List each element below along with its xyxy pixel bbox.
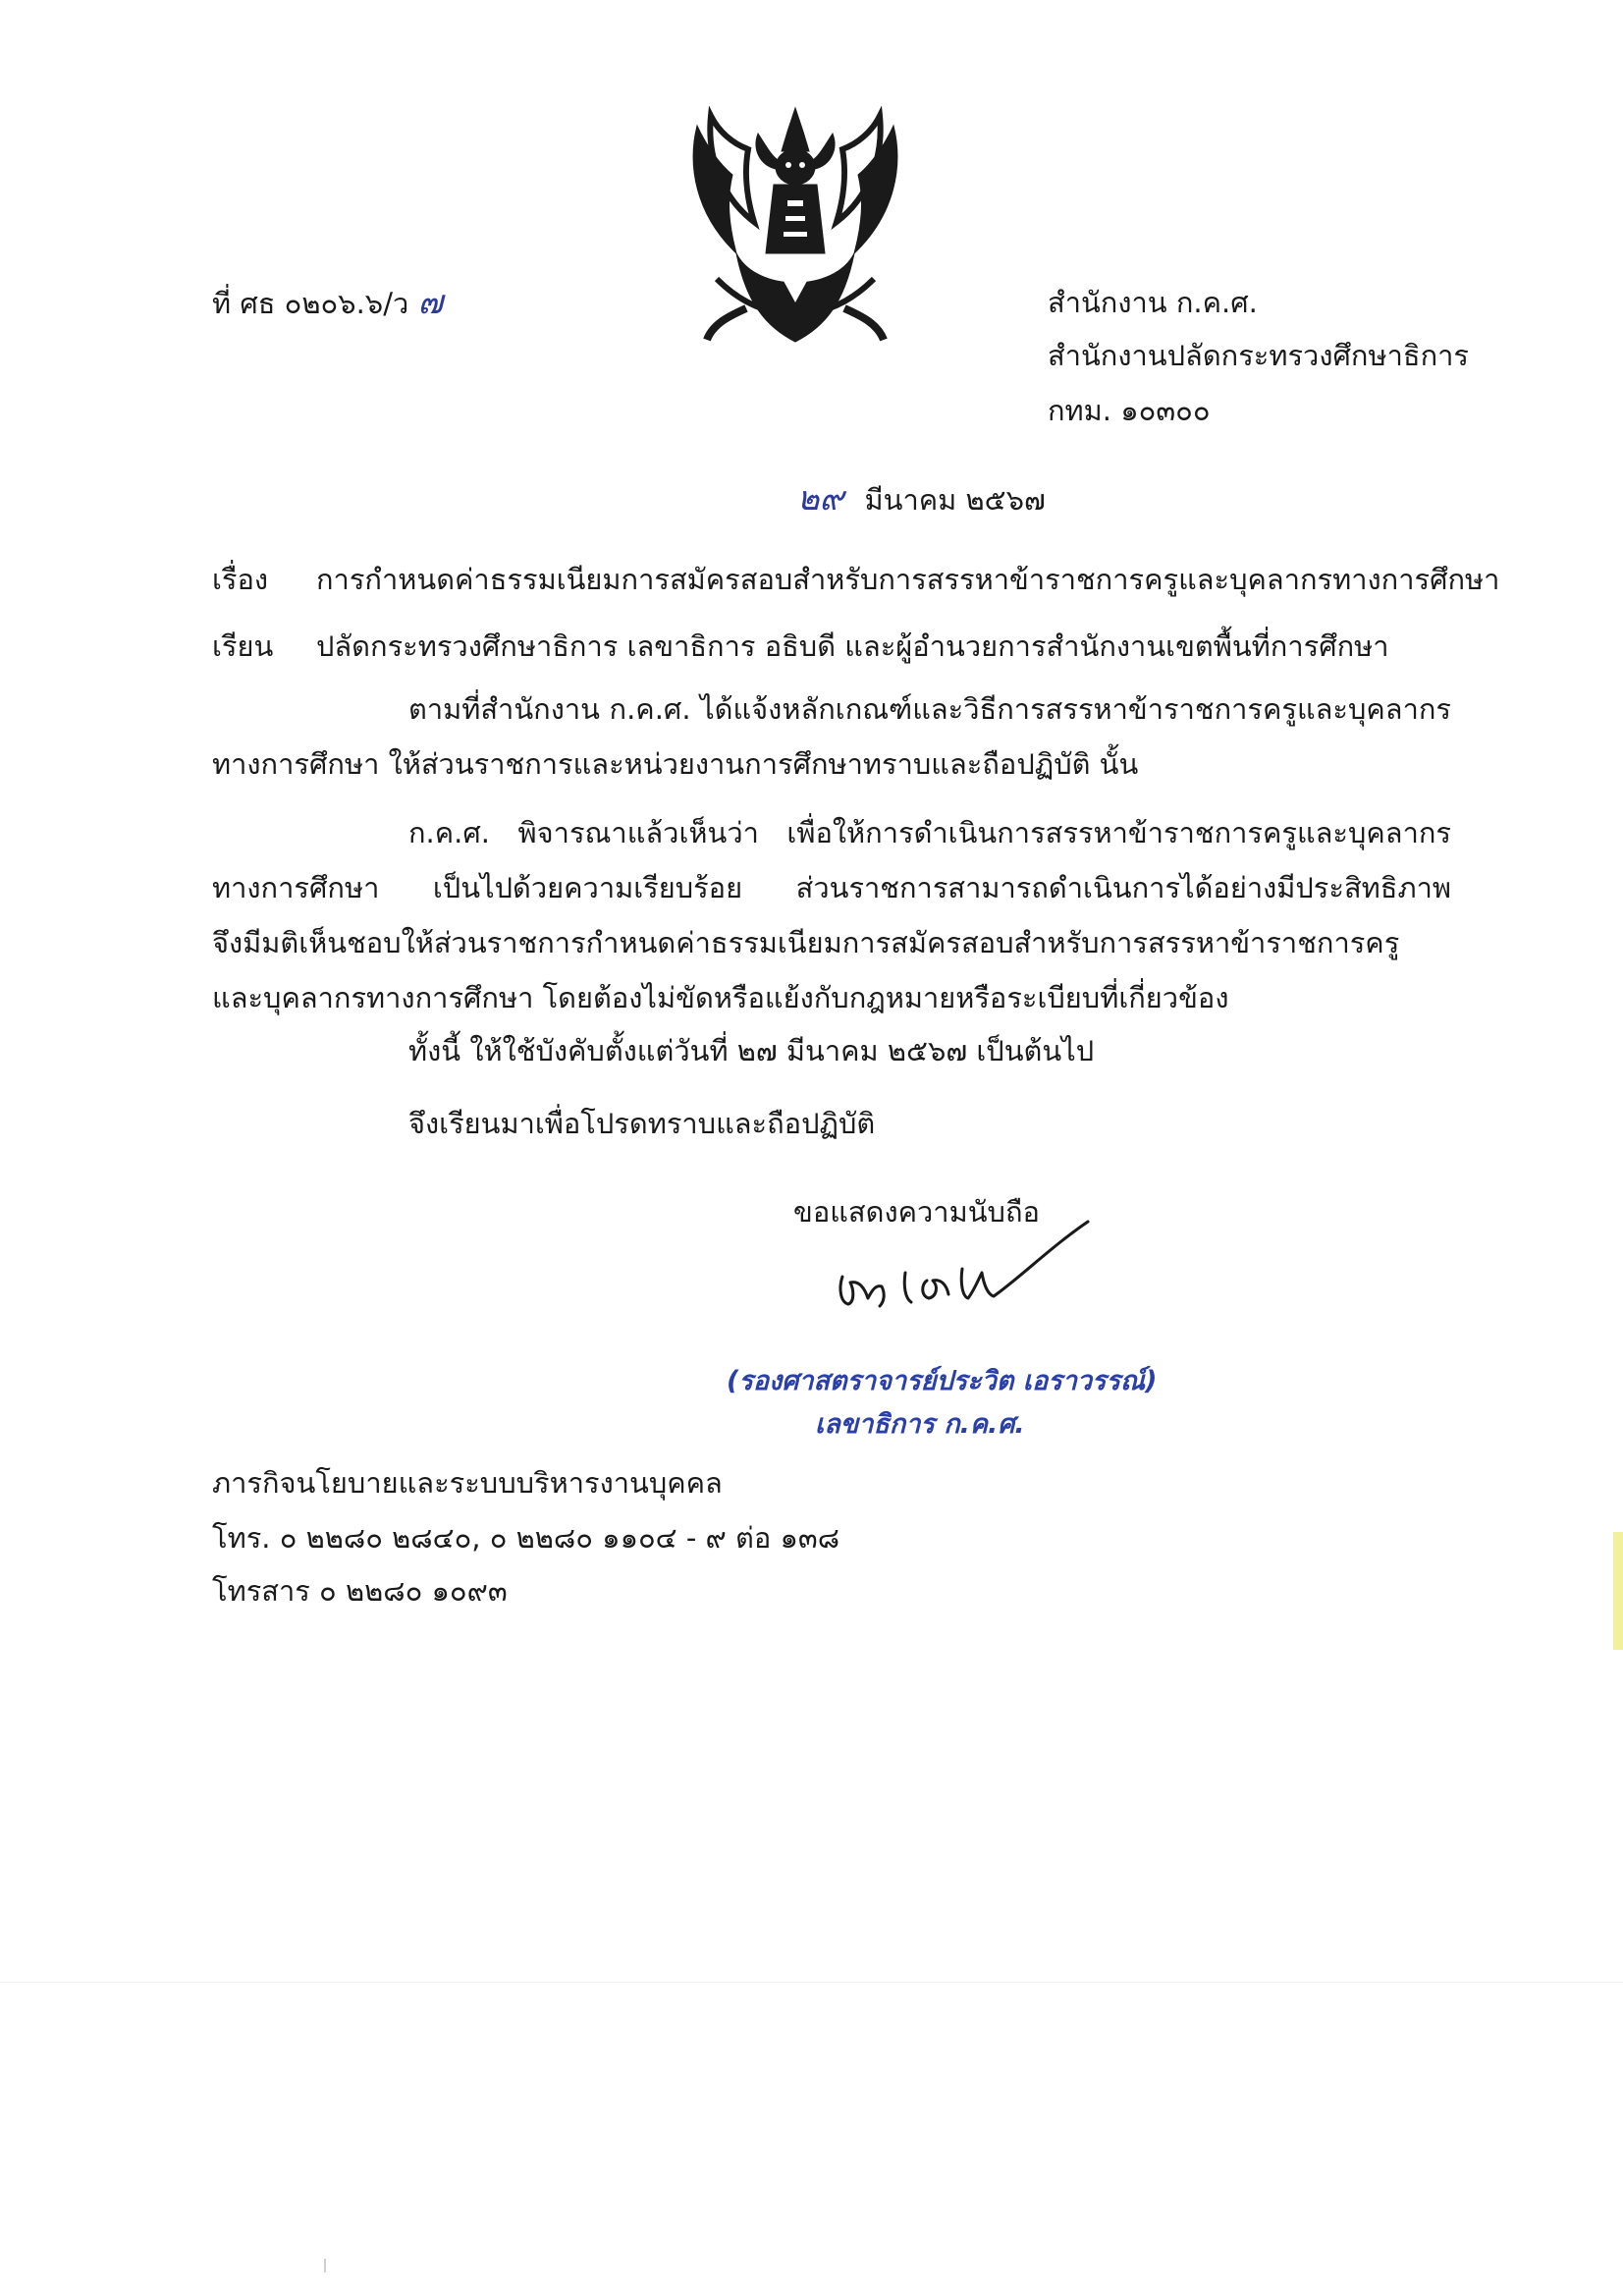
signer-name: (รองศาสตราจารย์ประวิต เอราวรรณ์) — [727, 1366, 1158, 1396]
closing-salutation: ขอแสดงความนับถือ — [793, 1195, 1040, 1229]
sender-line-2: สำนักงานปลัดกระทรวงศึกษาธิการ — [1048, 339, 1469, 372]
scan-edge-mark — [1613, 1532, 1623, 1650]
garuda-emblem-icon — [677, 106, 913, 347]
document-date — [797, 479, 1046, 519]
subject-label: เรื่อง — [212, 563, 269, 596]
sender-line-3: กทม. ๑๐๓๐๐ — [1048, 394, 1211, 427]
body-paragraph-2-line-2: ทางการศึกษา เป็นไปด้วยความเรียบร้อย ส่วนราชการสามารถดำเนินการได้อย่างมีประสิทธิภาพ — [212, 871, 1451, 904]
date-month-year: มีนาคม ๒๕๖๗ — [864, 483, 1046, 517]
body-paragraph-1-line-1: ตามที่สำนักงาน ก.ค.ศ. ได้แจ้งหลักเกณฑ์และวิธีการสรรหาข้าราชการครูและบุคลากร — [408, 692, 1451, 726]
document-number-handwritten: ๗ — [417, 283, 444, 322]
signature-icon — [825, 1208, 1100, 1316]
scan-line — [0, 1982, 1623, 1983]
body-paragraph-1-line-2: ทางการศึกษา ให้ส่วนราชการและหน่วยงานการศึกษาทราบและถือปฏิบัติ นั้น — [212, 747, 1139, 781]
sender-line-1: สำนักงาน ก.ค.ศ. — [1048, 286, 1258, 319]
footer-fax: โทรสาร ๐ ๒๒๘๐ ๑๐๙๓ — [212, 1574, 508, 1608]
recipient-text: ปลัดกระทรวงศึกษาธิการ เลขาธิการ อธิบดี และผู้อำนวยการสำนักงานเขตพื้นที่การศึกษา — [316, 629, 1389, 663]
subject-text: การกำหนดค่าธรรมเนียมการสมัครสอบสำหรับการสรรหาข้าราชการครูและบุคลากรทางการศึกษา — [316, 563, 1500, 596]
body-paragraph-2-line-3: จึงมีมติเห็นชอบให้ส่วนราชการกำหนดค่าธรรมเนียมการสมัครสอบสำหรับการสรรหาข้าราชการครู — [212, 926, 1400, 959]
scan-speck — [324, 2259, 326, 2272]
body-paragraph-2-line-1: ก.ค.ศ. พิจารณาแล้วเห็นว่า เพื่อให้การดำเนินการสรรหาข้าราชการครูและบุคลากร — [408, 816, 1451, 849]
body-paragraph-2-line-4: และบุคลากรทางการศึกษา โดยต้องไม่ขัดหรือแย้งกับกฎหมายหรือระเบียบที่เกี่ยวข้อง — [212, 981, 1229, 1014]
body-paragraph-4: จึงเรียนมาเพื่อโปรดทราบและถือปฏิบัติ — [408, 1107, 876, 1140]
document-number — [212, 283, 443, 323]
footer-phone: โทร. ๐ ๒๒๘๐ ๒๘๔๐, ๐ ๒๒๘๐ ๑๑๐๔ - ๙ ต่อ ๑๓๘ — [212, 1521, 840, 1555]
footer-unit: ภารกิจนโยบายและระบบบริหารงานบุคคล — [212, 1466, 723, 1500]
signer-title: เลขาธิการ ก.ค.ศ. — [815, 1409, 1025, 1440]
body-paragraph-3: ทั้งนี้ ให้ใช้บังคับตั้งแต่วันที่ ๒๗ มีนาคม ๒๕๖๗ เป็นต้นไป — [408, 1034, 1095, 1067]
document-number-prefix: ที่ ศธ ๐๒๐๖.๖/ว — [212, 287, 409, 320]
date-day-handwritten: ๒๙ — [797, 479, 844, 519]
recipient-label: เรียน — [212, 629, 274, 663]
